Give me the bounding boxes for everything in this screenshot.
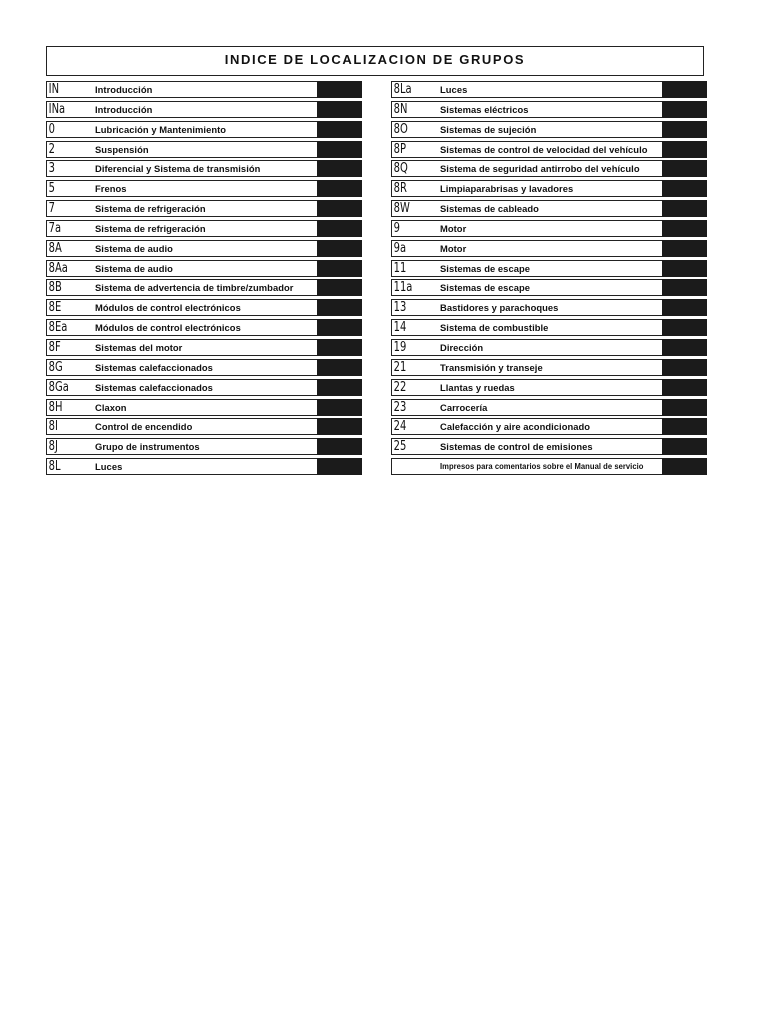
group-code: 21 [393, 358, 407, 375]
group-label: Sistema de audio [95, 242, 173, 254]
index-row[interactable] [46, 458, 362, 475]
index-row[interactable] [391, 260, 707, 277]
index-row[interactable] [391, 299, 707, 316]
left-index-column [46, 81, 362, 478]
group-code: 5 [48, 180, 55, 197]
index-row[interactable] [391, 319, 707, 336]
section-tab-marker [317, 121, 362, 138]
index-row[interactable] [46, 160, 362, 177]
section-tab-marker [662, 141, 707, 158]
right-index-column [391, 81, 707, 478]
section-tab-marker [317, 101, 362, 118]
group-code: 8Q [393, 160, 408, 177]
group-code: 8L [48, 458, 61, 475]
group-code: 11a [393, 279, 413, 296]
index-row[interactable] [391, 418, 707, 435]
index-row[interactable] [46, 240, 362, 257]
group-code: 8Ea [48, 319, 68, 336]
group-code: 7a [48, 219, 62, 236]
group-code: 8F [48, 338, 61, 355]
section-tab-marker [662, 81, 707, 98]
group-label: Transmisión y transeje [440, 361, 543, 373]
section-tab-marker [662, 160, 707, 177]
section-tab-marker [317, 240, 362, 257]
section-tab-marker [662, 418, 707, 435]
section-tab-marker [662, 240, 707, 257]
section-tab-marker [317, 438, 362, 455]
section-tab-marker [317, 379, 362, 396]
group-label: Sistema de audio [95, 262, 173, 274]
index-row[interactable] [391, 81, 707, 98]
group-label: Luces [95, 461, 123, 473]
index-row[interactable] [46, 141, 362, 158]
group-code: 23 [393, 398, 407, 415]
section-tab-marker [317, 180, 362, 197]
group-code: 3 [48, 160, 55, 177]
group-label: Luces [440, 84, 468, 95]
group-label: Bastidores y parachoques [440, 302, 559, 314]
group-label: Sistemas de sujeción [440, 123, 537, 135]
index-row[interactable] [46, 339, 362, 356]
section-tab-marker [317, 260, 362, 277]
group-label: Sistema de refrigeración [95, 203, 206, 215]
group-label: Sistemas del motor [95, 341, 183, 353]
group-label: Introducción [95, 103, 153, 115]
group-code: 24 [393, 418, 407, 435]
index-row[interactable] [46, 299, 362, 316]
group-label: Sistemas de control de velocidad del vehículo [440, 143, 648, 155]
index-row[interactable] [46, 418, 362, 435]
section-tab-marker [662, 279, 707, 296]
section-tab-marker [662, 299, 707, 316]
group-code: 8I [48, 418, 58, 435]
index-row[interactable] [391, 359, 707, 376]
index-row[interactable] [46, 319, 362, 336]
index-row[interactable] [46, 200, 362, 217]
group-code: 8E [48, 299, 62, 316]
section-tab-marker [662, 339, 707, 356]
group-label: Carrocería [440, 401, 488, 413]
group-label: Sistema de combustible [440, 322, 549, 334]
index-row[interactable] [46, 121, 362, 138]
section-tab-marker [662, 319, 707, 336]
index-title-box [46, 46, 704, 76]
index-row[interactable] [46, 101, 362, 118]
group-code: 11 [393, 259, 407, 276]
group-code: 0 [48, 120, 55, 137]
index-row[interactable] [46, 359, 362, 376]
group-label: Impresos para comentarios sobre el Manual de servicio [440, 462, 644, 472]
group-label: Sistema de advertencia de timbre/zumbador [95, 282, 294, 294]
index-row[interactable] [391, 101, 707, 118]
section-tab-marker [662, 399, 707, 416]
group-label: Sistemas calefaccionados [95, 361, 213, 373]
group-code: 8W [393, 200, 410, 217]
section-tab-marker [662, 220, 707, 237]
section-tab-marker [662, 458, 707, 475]
section-tab-marker [317, 458, 362, 475]
group-code: 8H [48, 398, 63, 415]
group-label: Sistemas de control de emisiones [440, 441, 593, 453]
index-row[interactable] [391, 339, 707, 356]
group-code: 8La [393, 81, 412, 97]
group-label: Lubricación y Mantenimiento [95, 123, 227, 135]
group-code: 8O [393, 120, 408, 137]
section-tab-marker [317, 81, 362, 98]
index-row[interactable] [391, 160, 707, 177]
group-code: 25 [393, 438, 407, 455]
section-tab-marker [662, 260, 707, 277]
section-tab-marker [662, 101, 707, 118]
index-row[interactable] [46, 399, 362, 416]
group-code: 2 [48, 140, 55, 157]
group-code: 9 [393, 219, 400, 236]
section-tab-marker [662, 438, 707, 455]
section-tab-marker [317, 279, 362, 296]
group-code: 9a [393, 239, 407, 256]
group-label: Limpiaparabrisas y lavadores [440, 183, 574, 195]
index-row[interactable] [46, 379, 362, 396]
index-row[interactable] [391, 121, 707, 138]
index-row[interactable] [46, 220, 362, 237]
group-code: IN [48, 81, 60, 97]
group-label: Sistema de refrigeración [95, 222, 206, 234]
group-code: 14 [393, 319, 407, 336]
group-label: Calefacción y aire acondicionado [440, 421, 591, 433]
section-tab-marker [317, 160, 362, 177]
group-code: INa [48, 100, 66, 117]
group-label: Control de encendido [95, 421, 193, 433]
index-row[interactable] [46, 81, 362, 98]
group-code: 8Ga [48, 378, 69, 395]
group-code: 8G [48, 358, 63, 375]
group-label: Módulos de control electrónicos [95, 302, 241, 314]
section-tab-marker [317, 200, 362, 217]
group-label: Grupo de instrumentos [95, 441, 200, 453]
section-tab-marker [317, 418, 362, 435]
index-row[interactable] [391, 240, 707, 257]
group-code: 8Aa [48, 259, 68, 276]
group-code: 13 [393, 299, 407, 316]
section-tab-marker [662, 359, 707, 376]
index-row[interactable] [391, 458, 707, 475]
group-label: Diferencial y Sistema de transmisión [95, 163, 261, 175]
index-row[interactable] [391, 200, 707, 217]
index-row[interactable] [391, 141, 707, 158]
section-tab-marker [317, 319, 362, 336]
section-tab-marker [662, 180, 707, 197]
group-code: 8J [48, 438, 58, 455]
group-label: Sistemas de escape [440, 262, 531, 274]
section-tab-marker [317, 359, 362, 376]
section-tab-marker [317, 141, 362, 158]
index-title: INDICE DE LOCALIZACION DE GRUPOS [224, 51, 526, 67]
group-label: Sistemas eléctricos [440, 103, 529, 115]
section-tab-marker [662, 379, 707, 396]
group-code: 8R [393, 180, 407, 197]
section-tab-marker [317, 339, 362, 356]
group-label: Suspensión [95, 143, 149, 155]
group-label: Introducción [95, 84, 153, 95]
section-tab-marker [317, 399, 362, 416]
index-row[interactable] [46, 438, 362, 455]
group-label: Sistemas calefaccionados [95, 381, 213, 393]
index-row[interactable] [391, 379, 707, 396]
group-code: 8B [48, 279, 62, 296]
group-label: Llantas y ruedas [440, 381, 515, 393]
index-row[interactable] [46, 279, 362, 296]
group-code: 8P [393, 140, 406, 157]
group-code: 19 [393, 338, 407, 355]
index-row[interactable] [391, 279, 707, 296]
index-row[interactable] [391, 438, 707, 455]
group-code: 8A [48, 239, 62, 256]
index-row[interactable] [391, 180, 707, 197]
index-row[interactable] [46, 260, 362, 277]
group-code: 7 [48, 200, 55, 217]
group-code: 22 [393, 378, 407, 395]
group-code: 8N [393, 100, 408, 117]
group-label: Módulos de control electrónicos [95, 322, 241, 334]
group-label: Sistemas de escape [440, 282, 531, 294]
section-tab-marker [317, 299, 362, 316]
group-label: Motor [440, 242, 467, 254]
section-tab-marker [662, 121, 707, 138]
index-row[interactable] [391, 399, 707, 416]
group-label: Dirección [440, 341, 484, 353]
group-label: Claxon [95, 401, 127, 413]
section-tab-marker [317, 220, 362, 237]
group-label: Sistemas de cableado [440, 203, 539, 215]
group-label: Motor [440, 222, 467, 234]
section-tab-marker [662, 200, 707, 217]
index-row[interactable] [46, 180, 362, 197]
group-label: Sistema de seguridad antirrobo del vehículo [440, 163, 640, 175]
index-row[interactable] [391, 220, 707, 237]
group-label: Frenos [95, 183, 127, 195]
